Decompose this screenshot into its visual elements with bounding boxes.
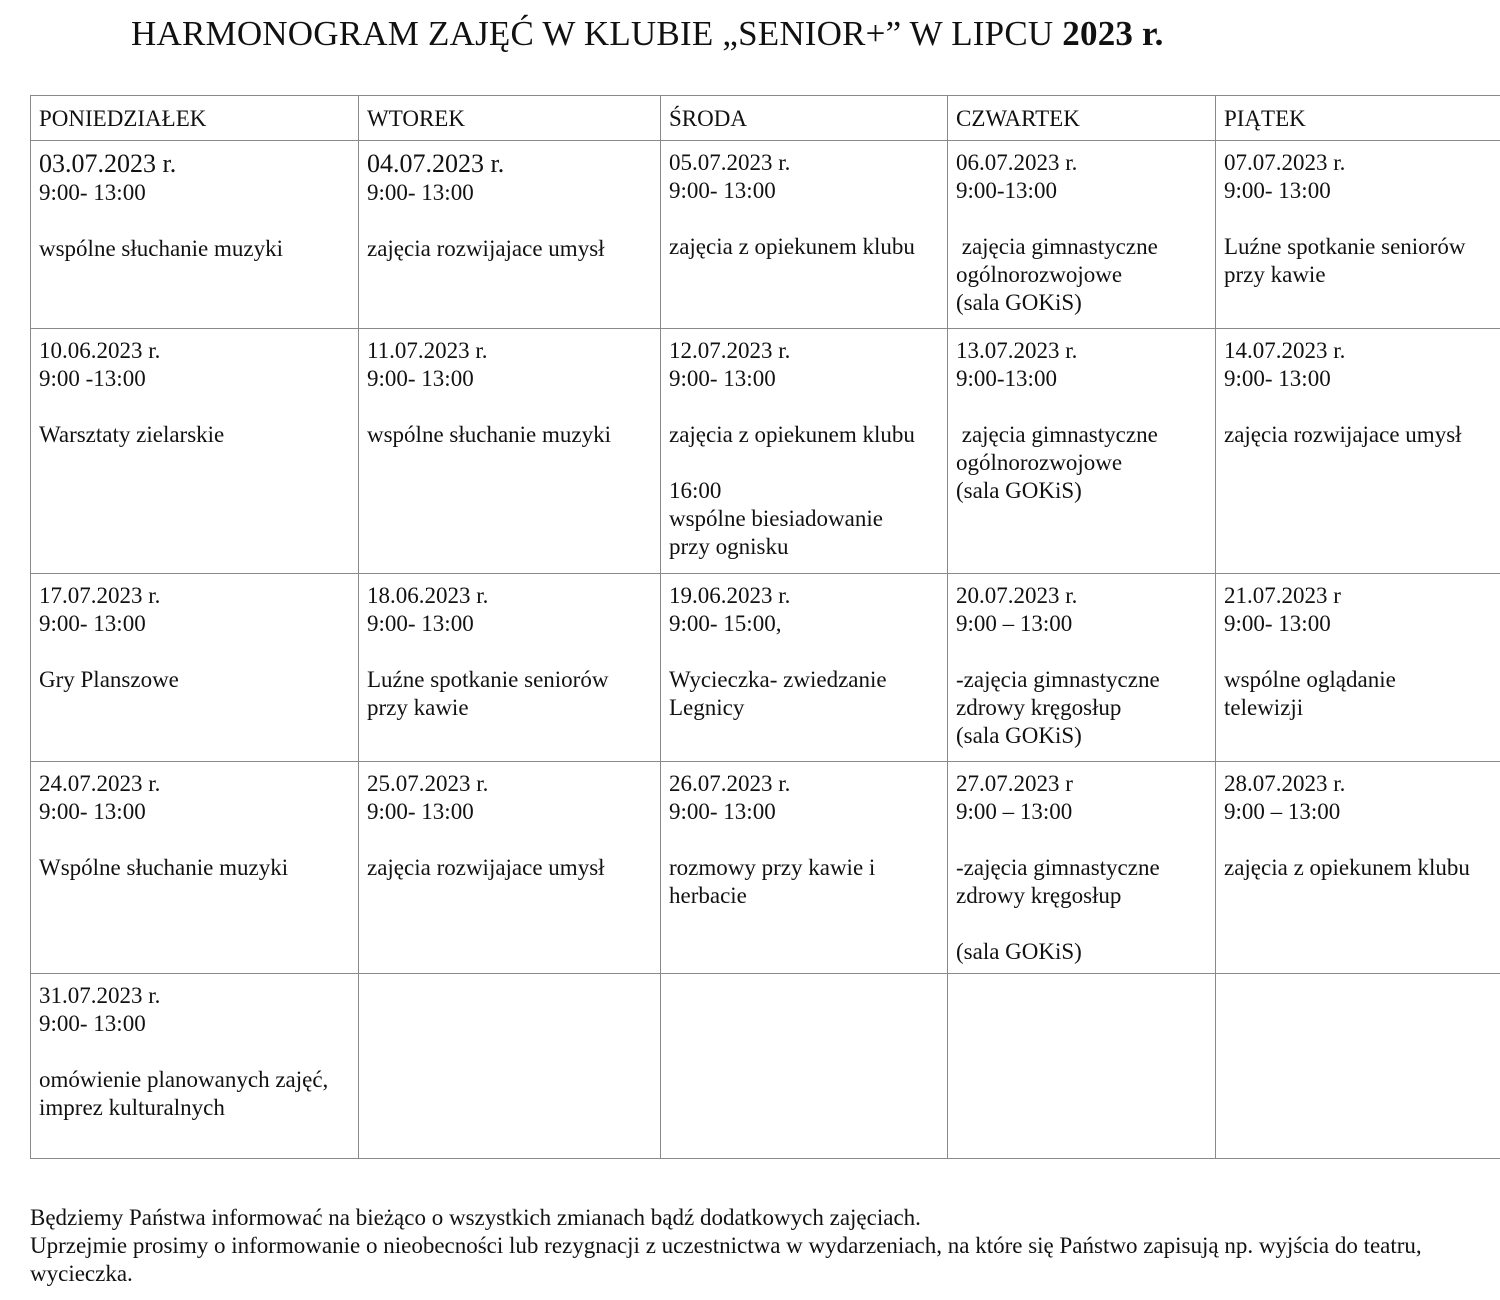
- title-year: 2023 r.: [1062, 14, 1164, 53]
- day-cell-friday: [1216, 762, 1500, 974]
- cell-activity-line: (sala GOKiS): [956, 290, 1082, 315]
- day-cell-friday: [1216, 329, 1500, 574]
- cell-time: 9:00- 13:00: [367, 611, 474, 636]
- schedule-table: [30, 95, 1500, 1159]
- day-cell-tuesday: [359, 141, 661, 329]
- column-header-monday: PONIEDZIAŁEK: [31, 96, 359, 141]
- cell-date: 31.07.2023 r.: [39, 983, 161, 1008]
- day-cell-tuesday: [359, 762, 661, 974]
- cell-activity-line: herbacie: [669, 883, 747, 908]
- cell-date: 24.07.2023 r.: [39, 771, 161, 796]
- cell-activity-line: Luźne spotkanie seniorów: [367, 667, 609, 692]
- cell-spacer: [956, 638, 1207, 666]
- cell-date: 13.07.2023 r.: [956, 338, 1078, 363]
- cell-spacer: [956, 826, 1207, 854]
- day-cell-thursday: [948, 974, 1216, 1159]
- day-cell-wednesday: [661, 141, 948, 329]
- cell-activity-line: wspólne oglądanie: [1224, 667, 1396, 692]
- day-cell-friday: [1216, 141, 1500, 329]
- column-header-tuesday: WTOREK: [359, 96, 661, 141]
- cell-time: 9:00- 13:00: [367, 366, 474, 391]
- cell-activity-line: 16:00: [669, 478, 722, 503]
- cell-date: 05.07.2023 r.: [669, 150, 791, 175]
- cell-activity-line: zajęcia rozwijajace umysł: [367, 236, 605, 261]
- cell-activity-line: rozmowy przy kawie i: [669, 855, 876, 880]
- cell-activity-line: zajęcia gimnastyczne: [956, 422, 1158, 447]
- cell-time: 9:00 – 13:00: [1224, 799, 1341, 824]
- footer-line-2: Uprzejmie prosimy o informowanie o nieobecności lub rezygnacji z uczestnictwa w wydarzeniach, na które się Państwo zapisują np. wyjścia do teatru, wycieczka.: [30, 1233, 1422, 1286]
- cell-activity-line: [669, 449, 939, 477]
- cell-time: 9:00 – 13:00: [956, 799, 1073, 824]
- cell-activity-line: przy kawie: [367, 695, 469, 720]
- cell-date: 04.07.2023 r.: [367, 149, 505, 178]
- cell-activity-line: telewizji: [1224, 695, 1304, 720]
- day-cell-thursday: [948, 141, 1216, 329]
- day-cell-wednesday: [661, 329, 948, 574]
- cell-time: 9:00- 13:00: [1224, 178, 1331, 203]
- cell-spacer: [39, 393, 350, 421]
- table-row: [31, 329, 1500, 574]
- column-header-thursday: CZWARTEK: [948, 96, 1216, 141]
- cell-activity-line: wspólne słuchanie muzyki: [367, 422, 612, 447]
- cell-spacer: [669, 205, 939, 233]
- cell-spacer: [367, 207, 652, 235]
- day-cell-monday: [31, 574, 359, 762]
- cell-time: 9:00- 13:00: [1224, 611, 1331, 636]
- cell-time: 9:00- 13:00: [367, 180, 474, 205]
- cell-activity-line: przy kawie: [1224, 262, 1326, 287]
- cell-activity-line: wspólne biesiadowanie: [669, 506, 883, 531]
- cell-spacer: [367, 638, 652, 666]
- cell-activity-line: zdrowy kręgosłup: [956, 883, 1122, 908]
- cell-spacer: [39, 826, 350, 854]
- cell-activity-line: zajęcia rozwijajace umysł: [367, 855, 605, 880]
- cell-date: 25.07.2023 r.: [367, 771, 489, 796]
- cell-activity-line: (sala GOKiS): [956, 723, 1082, 748]
- table-row: [31, 574, 1500, 762]
- cell-date: 21.07.2023 r: [1224, 583, 1341, 608]
- cell-date: 12.07.2023 r.: [669, 338, 791, 363]
- footer-line-1: Będziemy Państwa informować na bieżąco o wszystkich zmianach bądź dodatkowych zajęciach.: [30, 1205, 921, 1230]
- day-cell-wednesday: [661, 574, 948, 762]
- cell-time: 9:00 -13:00: [39, 366, 146, 391]
- cell-time: 9:00- 13:00: [669, 366, 776, 391]
- cell-time: 9:00- 13:00: [367, 799, 474, 824]
- cell-activity-line: Legnicy: [669, 695, 745, 720]
- cell-time: 9:00- 13:00: [39, 611, 146, 636]
- cell-spacer: [367, 393, 652, 421]
- cell-date: 26.07.2023 r.: [669, 771, 791, 796]
- day-cell-tuesday: [359, 574, 661, 762]
- cell-spacer: [39, 638, 350, 666]
- cell-activity-line: Luźne spotkanie seniorów: [1224, 234, 1466, 259]
- title-text: HARMONOGRAM ZAJĘĆ W KLUBIE „SENIOR+” W LIPCU: [131, 14, 1063, 53]
- cell-spacer: [956, 205, 1207, 233]
- cell-date: 27.07.2023 r: [956, 771, 1073, 796]
- cell-date: 14.07.2023 r.: [1224, 338, 1346, 363]
- cell-spacer: [39, 1038, 350, 1066]
- day-cell-monday: [31, 762, 359, 974]
- cell-date: 19.06.2023 r.: [669, 583, 791, 608]
- day-cell-monday: [31, 974, 359, 1159]
- cell-activity-line: (sala GOKiS): [956, 478, 1082, 503]
- table-row: [31, 762, 1500, 974]
- cell-spacer: [669, 826, 939, 854]
- column-header-friday: PIĄTEK: [1216, 96, 1500, 141]
- cell-spacer: [1224, 826, 1492, 854]
- day-cell-monday: [31, 141, 359, 329]
- cell-date: 10.06.2023 r.: [39, 338, 161, 363]
- cell-spacer: [367, 826, 652, 854]
- cell-activity-line: -zajęcia gimnastyczne: [956, 855, 1160, 880]
- day-cell-thursday: [948, 574, 1216, 762]
- cell-time: 9:00- 13:00: [669, 799, 776, 824]
- cell-date: 06.07.2023 r.: [956, 150, 1078, 175]
- cell-spacer: [1224, 205, 1492, 233]
- day-cell-friday: [1216, 974, 1500, 1159]
- day-cell-tuesday: [359, 974, 661, 1159]
- cell-date: 18.06.2023 r.: [367, 583, 489, 608]
- cell-activity-line: zajęcia z opiekunem klubu: [669, 422, 915, 447]
- cell-activity-line: Wycieczka- zwiedzanie: [669, 667, 887, 692]
- day-cell-monday: [31, 329, 359, 574]
- header-row: [31, 96, 1500, 141]
- table-row: [31, 141, 1500, 329]
- cell-spacer: [1224, 638, 1492, 666]
- cell-activity-line: omówienie planowanych zajęć,: [39, 1067, 329, 1092]
- cell-activity-line: wspólne słuchanie muzyki: [39, 236, 284, 261]
- cell-activity-line: -zajęcia gimnastyczne: [956, 667, 1160, 692]
- cell-date: 17.07.2023 r.: [39, 583, 161, 608]
- cell-date: 03.07.2023 r.: [39, 149, 177, 178]
- footer-notes: [30, 1204, 1470, 1288]
- day-cell-friday: [1216, 574, 1500, 762]
- day-cell-thursday: [948, 329, 1216, 574]
- day-cell-wednesday: [661, 974, 948, 1159]
- cell-activity-line: zajęcia z opiekunem klubu: [669, 234, 915, 259]
- cell-activity-line: (sala GOKiS): [956, 939, 1082, 964]
- table-row: [31, 974, 1500, 1159]
- cell-spacer: [956, 393, 1207, 421]
- schedule-body: [31, 141, 1500, 1159]
- cell-time: 9:00-13:00: [956, 178, 1057, 203]
- cell-activity-line: zajęcia rozwijajace umysł: [1224, 422, 1462, 447]
- cell-time: 9:00- 13:00: [39, 180, 146, 205]
- cell-activity-line: Wspólne słuchanie muzyki: [39, 855, 289, 880]
- day-cell-thursday: [948, 762, 1216, 974]
- page-title: [131, 12, 1164, 56]
- cell-activity-line: imprez kulturalnych: [39, 1095, 225, 1120]
- cell-time: 9:00- 15:00,: [669, 611, 782, 636]
- cell-time: 9:00-13:00: [956, 366, 1057, 391]
- day-cell-tuesday: [359, 329, 661, 574]
- column-header-wednesday: ŚRODA: [661, 96, 948, 141]
- cell-date: 11.07.2023 r.: [367, 338, 488, 363]
- cell-time: 9:00- 13:00: [669, 178, 776, 203]
- cell-spacer: [669, 638, 939, 666]
- cell-activity-line: przy ognisku: [669, 534, 789, 559]
- cell-time: 9:00 – 13:00: [956, 611, 1073, 636]
- cell-activity-line: zdrowy kręgosłup: [956, 695, 1122, 720]
- cell-date: 20.07.2023 r.: [956, 583, 1078, 608]
- cell-activity-line: Warsztaty zielarskie: [39, 422, 225, 447]
- cell-activity-line: [956, 910, 1207, 938]
- cell-activity-line: zajęcia z opiekunem klubu: [1224, 855, 1470, 880]
- cell-activity-line: ogólnorozwojowe: [956, 262, 1123, 287]
- cell-time: 9:00- 13:00: [39, 799, 146, 824]
- day-cell-wednesday: [661, 762, 948, 974]
- cell-date: 28.07.2023 r.: [1224, 771, 1346, 796]
- cell-spacer: [1224, 393, 1492, 421]
- cell-spacer: [669, 393, 939, 421]
- cell-spacer: [39, 207, 350, 235]
- cell-activity-line: ogólnorozwojowe: [956, 450, 1123, 475]
- cell-time: 9:00- 13:00: [1224, 366, 1331, 391]
- cell-time: 9:00- 13:00: [39, 1011, 146, 1036]
- cell-activity-line: Gry Planszowe: [39, 667, 179, 692]
- cell-activity-line: zajęcia gimnastyczne: [956, 234, 1158, 259]
- cell-date: 07.07.2023 r.: [1224, 150, 1346, 175]
